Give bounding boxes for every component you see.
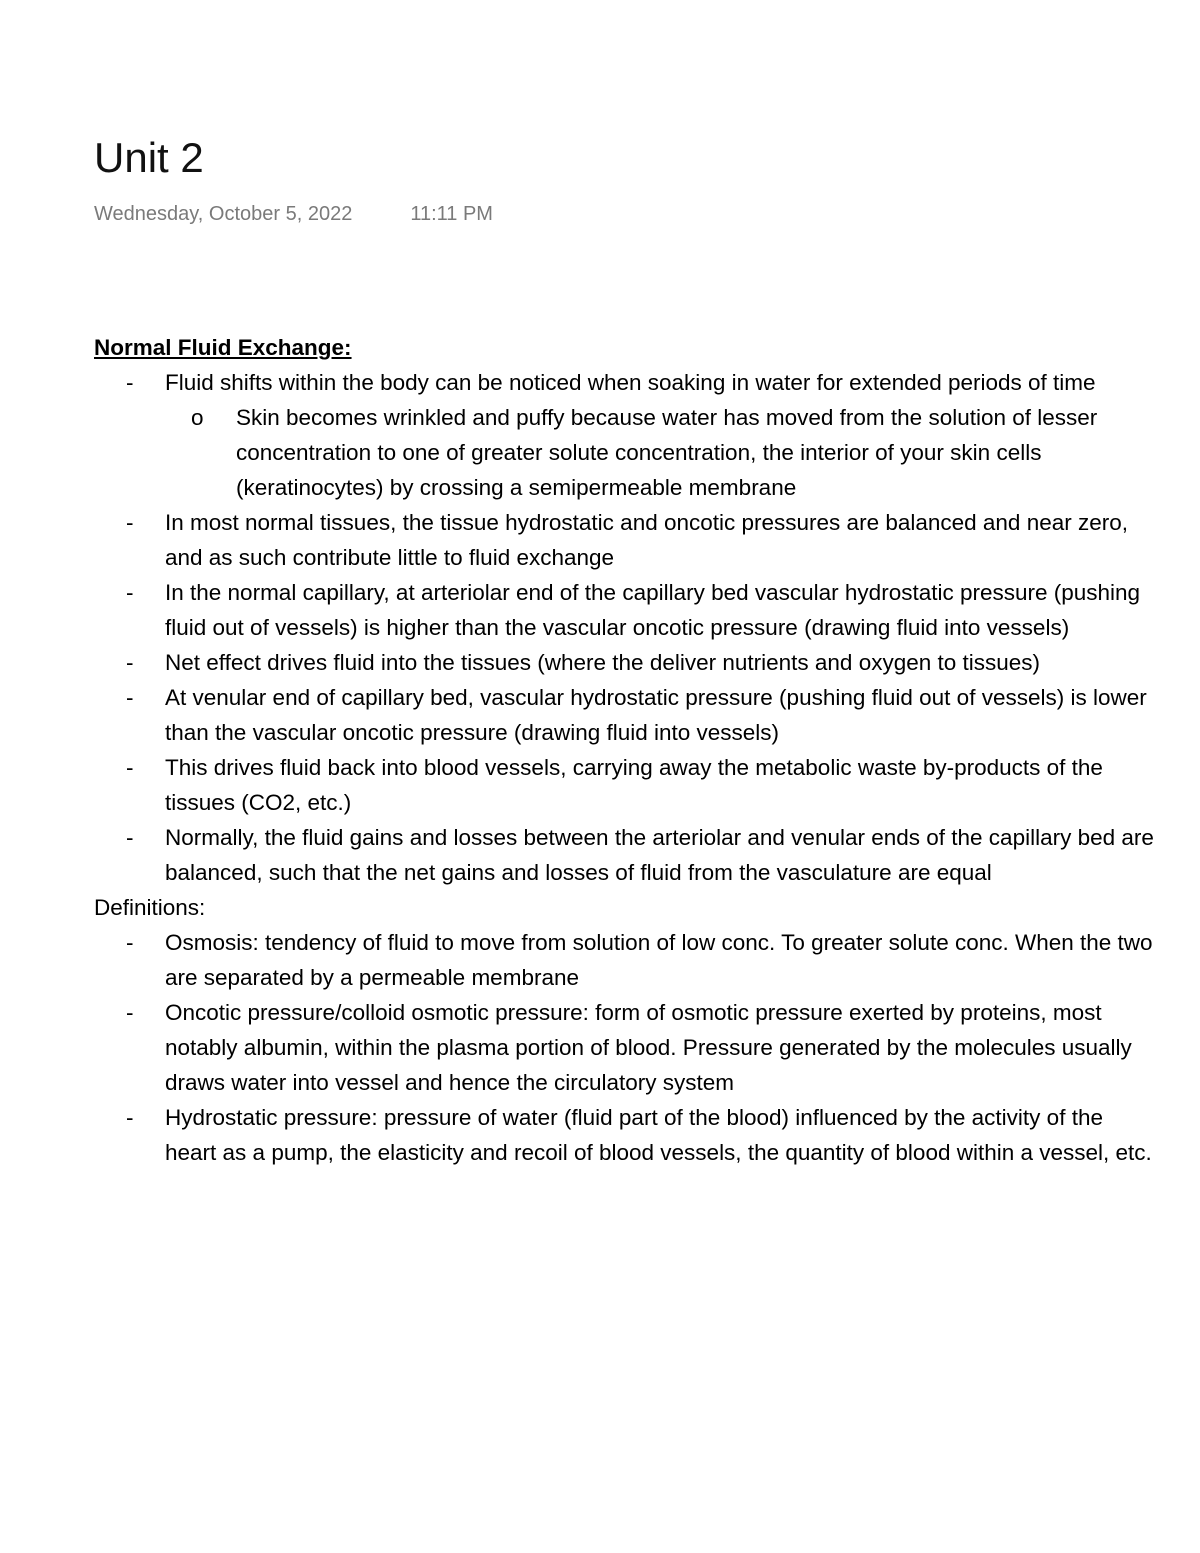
list-item [94,925,1154,995]
page-title: Unit 2 [94,134,204,181]
list-item-text: Fluid shifts within the body can be noticed when soaking in water for extended periods of time [165,370,1096,395]
dash-bullet: - [126,1000,134,1025]
dash-bullet: - [126,580,134,605]
dash-bullet: - [126,370,134,395]
list-item [94,365,1154,505]
list-item [94,750,1154,820]
list-item [94,820,1154,890]
list-item-text: This drives fluid back into blood vessels, carrying away the metabolic waste by-products of the tissues (CO2, etc.) [165,755,1103,815]
list-item-text: Normally, the fluid gains and losses between the arteriolar and venular ends of the capillary bed are balanced, such that the net gains and losses of fluid from the vasculature are equal [165,825,1154,885]
sub-list-item [165,400,1154,505]
dash-bullet: - [126,685,134,710]
section-heading-normal-fluid-exchange: Normal Fluid Exchange: [94,335,352,360]
page-meta [94,201,493,227]
list-item-text: In the normal capillary, at arteriolar end of the capillary bed vascular hydrostatic pressure (pushing fluid out of vessels) is higher than the vascular oncotic pressure (drawing fluid into vessels) [165,580,1141,640]
note-content [94,330,1154,1170]
normal-fluid-exchange-list [94,365,1154,890]
list-item-text: In most normal tissues, the tissue hydrostatic and oncotic pressures are balanced and near zero, and as such contribute little to fluid exchange [165,510,1129,570]
dash-bullet: - [126,930,134,955]
list-item-text: Osmosis: tendency of fluid to move from solution of low conc. To greater solute conc. When the two are separated by a permeable membrane [165,930,1153,990]
list-item [94,505,1154,575]
list-item-text: Oncotic pressure/colloid osmotic pressure: form of osmotic pressure exerted by proteins, most notably albumin, within the plasma portion of blood. Pressure generated by the molecules usually draws water into vessel and hence the circulatory system [165,1000,1132,1095]
dash-bullet: - [126,755,134,780]
circle-bullet: o [191,405,204,430]
dash-bullet: - [126,825,134,850]
dash-bullet: - [126,1105,134,1130]
list-item [94,575,1154,645]
section-heading-definitions: Definitions: [94,895,206,920]
list-item [94,1100,1154,1170]
list-item [94,680,1154,750]
list-item-text: Net effect drives fluid into the tissues (where the deliver nutrients and oxygen to tissues) [165,650,1041,675]
sub-list [165,400,1154,505]
definitions-list [94,925,1154,1170]
list-item-text: At venular end of capillary bed, vascular hydrostatic pressure (pushing fluid out of vessels) is lower than the vascular oncotic pressure (drawing fluid into vessels) [165,685,1147,745]
dash-bullet: - [126,650,134,675]
page-time: 11:11 PM [410,203,493,225]
sub-list-item-text: Skin becomes wrinkled and puffy because water has moved from the solution of lesser concentration to one of greater solute concentration, the interior of your skin cells (keratinocytes) by crossing a semipermeable membrane [236,405,1098,500]
list-item [94,995,1154,1100]
list-item [94,645,1154,680]
list-item-text: Hydrostatic pressure: pressure of water (fluid part of the blood) influenced by the activity of the heart as a pump, the elasticity and recoil of blood vessels, the quantity of blood within a vessel, etc. [165,1105,1152,1165]
dash-bullet: - [126,510,134,535]
page-date: Wednesday, October 5, 2022 [94,203,353,225]
